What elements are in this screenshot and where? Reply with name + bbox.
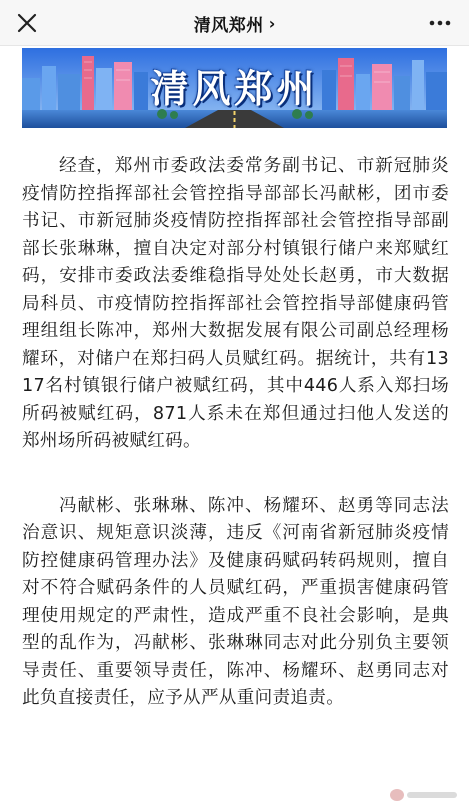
article-paragraph: 经查，郑州市委政法委常务副书记、市新冠肺炎疫情防控指挥部社会管控指导部部长冯献彬，团市委书记、市新冠肺炎疫情防控指挥部社会管控指导部副部长张琳琳，擅自决定对部分村镇银行储户来郑赋红码，安排市委政法委维稳指导处处长赵勇，市大数据局科员、市疫情防控指挥部社会管控指导部健康码管理组组长陈冲，郑州大数据发展有限公司副总经理杨耀环，对储户在郑扫码人员赋红码。据统计，共有1317名村镇银行储户被赋红码，其中446人系入郑扫场所码被赋红码，871人系未在郑但通过扫他人发送的郑州场所码被赋红码。 bbox=[22, 156, 449, 451]
article-body bbox=[22, 153, 449, 713]
chevron-right-icon: › bbox=[268, 13, 276, 33]
account-title-link[interactable] bbox=[0, 0, 469, 46]
more-dots-icon bbox=[429, 13, 451, 33]
watermark-logo bbox=[389, 787, 461, 803]
banner-title: 清风郑州 bbox=[150, 67, 319, 111]
page-title: 清风郑州 bbox=[193, 15, 264, 36]
top-navigation-bar bbox=[0, 0, 469, 46]
more-button[interactable] bbox=[429, 13, 451, 33]
header-banner-image bbox=[22, 48, 447, 128]
article-paragraph: 冯献彬、张琳琳、陈冲、杨耀环、赵勇等同志法治意识、规矩意识淡薄，违反《河南省新冠肺炎疫情防控健康码管理办法》及健康码赋码转码规则，擅自对不符合赋码条件的人员赋红码，严重损害健康码管理使用规定的严肃性，造成严重不良社会影响，是典型的乱作为，冯献彬、张琳琳同志对此分别负主要领导责任、重要领导责任，陈冲、杨耀环、赵勇同志对此负直接责任，应予从严从重问责追责。 bbox=[22, 495, 449, 708]
